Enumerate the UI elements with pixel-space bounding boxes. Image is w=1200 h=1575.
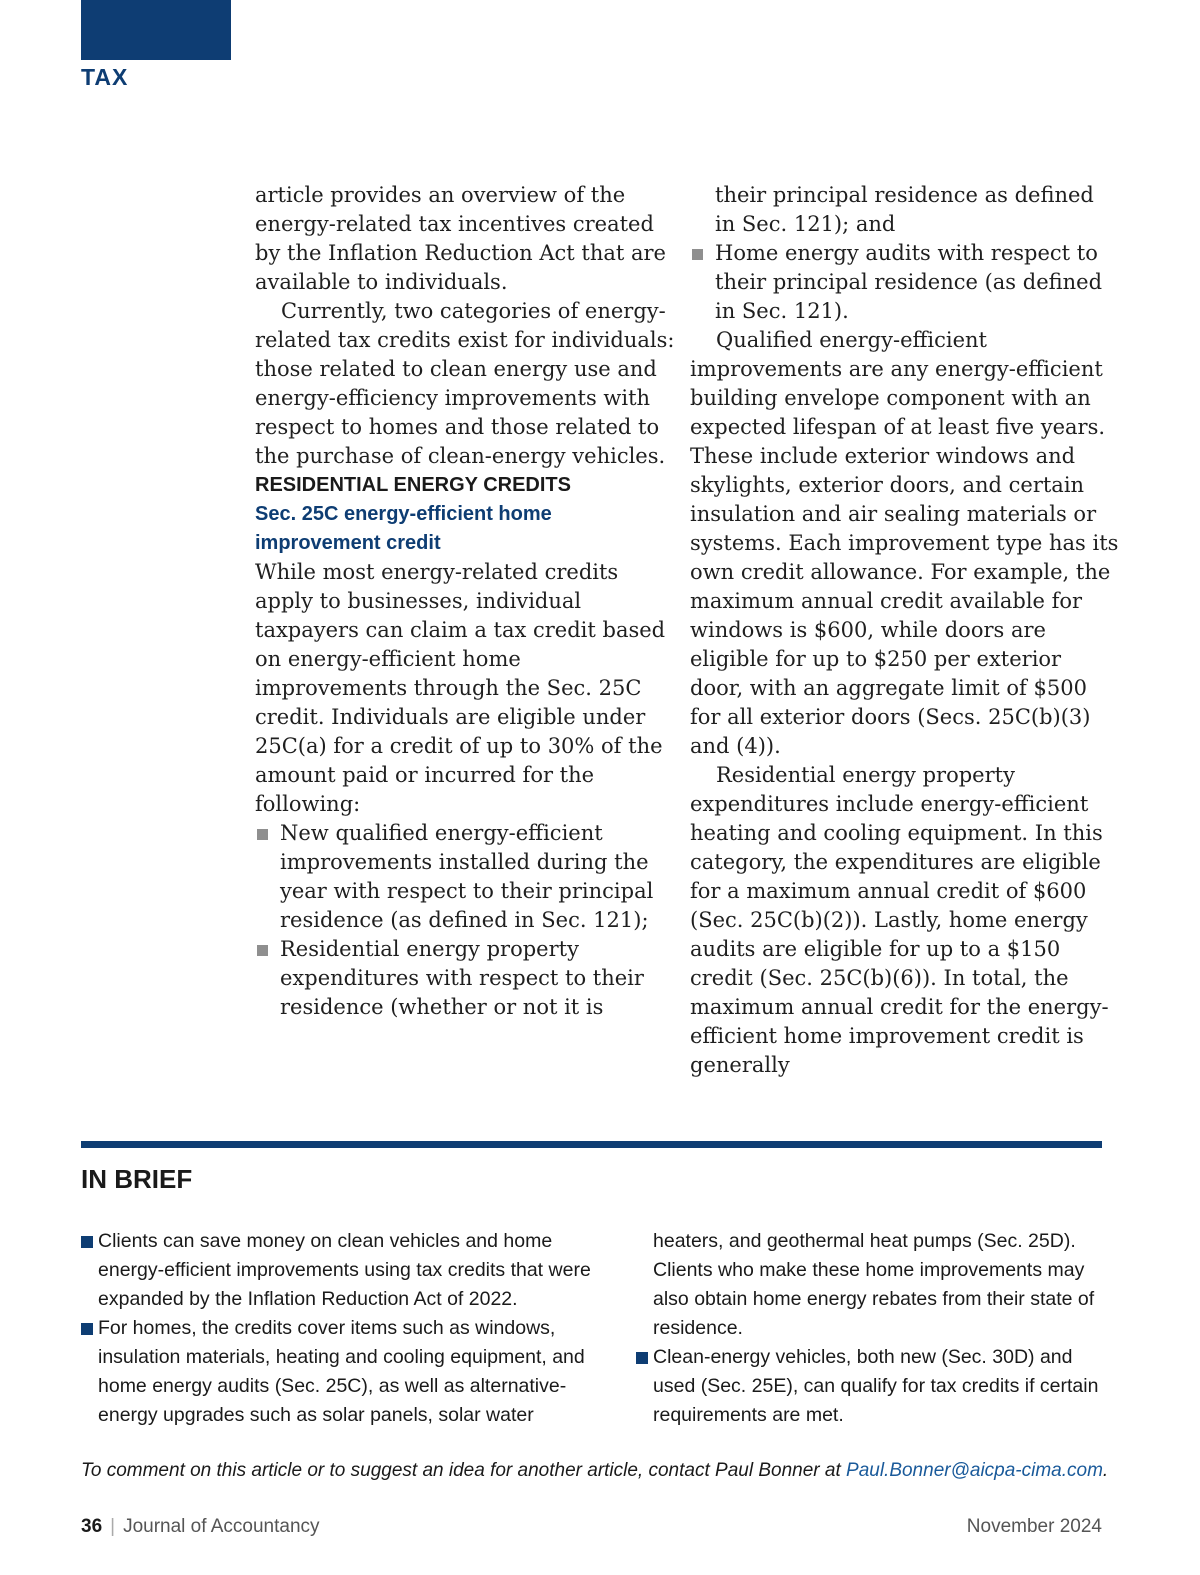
square-bullet-icon — [636, 1352, 648, 1364]
subsection-heading: Sec. 25C energy-efficient home improvement credit — [255, 503, 552, 554]
in-brief-column-right — [636, 1227, 1106, 1430]
in-brief-column-left — [81, 1227, 621, 1430]
bullet-item — [255, 935, 675, 1022]
section-label: TAX — [81, 64, 129, 90]
email-link[interactable]: Paul.Bonner@aicpa-cima.com — [846, 1460, 1103, 1481]
comment-note — [81, 1460, 1108, 1482]
square-bullet-icon — [257, 829, 268, 840]
page-number: 36 — [81, 1516, 103, 1537]
in-brief-text: Clients can save money on clean vehicles and home energy-efficient improvements using tax credits that were expanded by the Inflation Reduction Act of 2022. — [98, 1230, 591, 1310]
footer-publication — [81, 1516, 320, 1538]
article-column-left — [255, 181, 675, 1022]
comment-text: To comment on this article or to suggest an idea for another article, contact Paul Bonner at — [81, 1460, 847, 1481]
in-brief-continuation: heaters, and geothermal heat pumps (Sec. 25D). Clients who make these home improvements may also obtain home energy rebates from their state of residence. — [653, 1230, 1095, 1339]
in-brief-text: For homes, the credits cover items such as windows, insulation materials, heating and cooling equipment, and home energy audits (Sec. 25C), as well as alternative-energy upgrades such as solar panels, solar water — [98, 1317, 585, 1426]
in-brief-title: IN BRIEF — [81, 1164, 193, 1194]
in-brief-item — [636, 1343, 1106, 1430]
article-column-right — [690, 181, 1120, 1080]
comment-end: . — [1102, 1460, 1109, 1481]
in-brief-item — [81, 1227, 621, 1314]
in-brief-item — [81, 1314, 621, 1430]
in-brief-text: Clean-energy vehicles, both new (Sec. 30D) and used (Sec. 25E), can qualify for tax credits if certain requirements are met. — [653, 1346, 1099, 1426]
in-brief-divider — [81, 1141, 1102, 1148]
bullet-item — [255, 819, 675, 935]
paragraph: Currently, two categories of energy-related tax credits exist for individuals: those related to clean energy use and energy-efficiency improvements with respect to homes and those related to the purchase of clean-energy vehicles. — [255, 299, 675, 468]
footer-date: November 2024 — [966, 1516, 1102, 1537]
bullet-item — [690, 239, 1120, 326]
paragraph: Qualified energy-efficient improvements are any energy-efficient building envelope component with an expected lifespan of at least five years. These include exterior windows and skylights, exterior doors, and certain insulation and air sealing materials or systems. Each improvement type has its own credit allowance. For example, the maximum annual credit available for windows is $600, while doors are eligible for up to $250 per exterior door, with an aggregate limit of $500 for all exterior doors (Secs. 25C(b)(3) and (4)). — [690, 328, 1119, 758]
paragraph: article provides an overview of the energy-related tax incentives created by the Inflation Reduction Act that are available to individuals. — [255, 183, 666, 294]
square-bullet-icon — [81, 1323, 93, 1335]
section-heading: RESIDENTIAL ENERGY CREDITS — [255, 474, 571, 496]
bullet-text: Home energy audits with respect to their principal residence (as defined in Sec. 121). — [715, 241, 1103, 323]
bullet-text: New qualified energy-efficient improvements installed during the year with respect to their principal residence (as defined in Sec. 121); — [280, 821, 654, 932]
paragraph: Residential energy property expenditures include energy-efficient heating and cooling equipment. In this category, the expenditures are eligible for a maximum annual credit of $600 (Sec. 25C(b)(2)). Lastly, home energy audits are eligible for up to a $150 credit (Sec. 25C(b)(6)). In total, the maximum annual credit for the energy-efficient home improvement credit is generally — [690, 763, 1109, 1077]
square-bullet-icon — [692, 249, 703, 260]
bullet-text: Residential energy property expenditures with respect to their residence (whether or not it is — [280, 937, 644, 1019]
bullet-continuation: their principal residence as defined in Sec. 121); and — [715, 183, 1094, 236]
publication-name: Journal of Accountancy — [123, 1516, 320, 1537]
paragraph: While most energy-related credits apply to businesses, individual taxpayers can claim a tax credit based on energy-efficient home improvements through the Sec. 25C credit. Individuals are eligible under 25C(a) for a credit of up to 30% of the amount paid or incurred for the following: — [255, 560, 666, 816]
square-bullet-icon — [257, 945, 268, 956]
square-bullet-icon — [81, 1236, 93, 1248]
footer-separator: | — [110, 1516, 116, 1537]
header-color-block — [81, 0, 231, 60]
